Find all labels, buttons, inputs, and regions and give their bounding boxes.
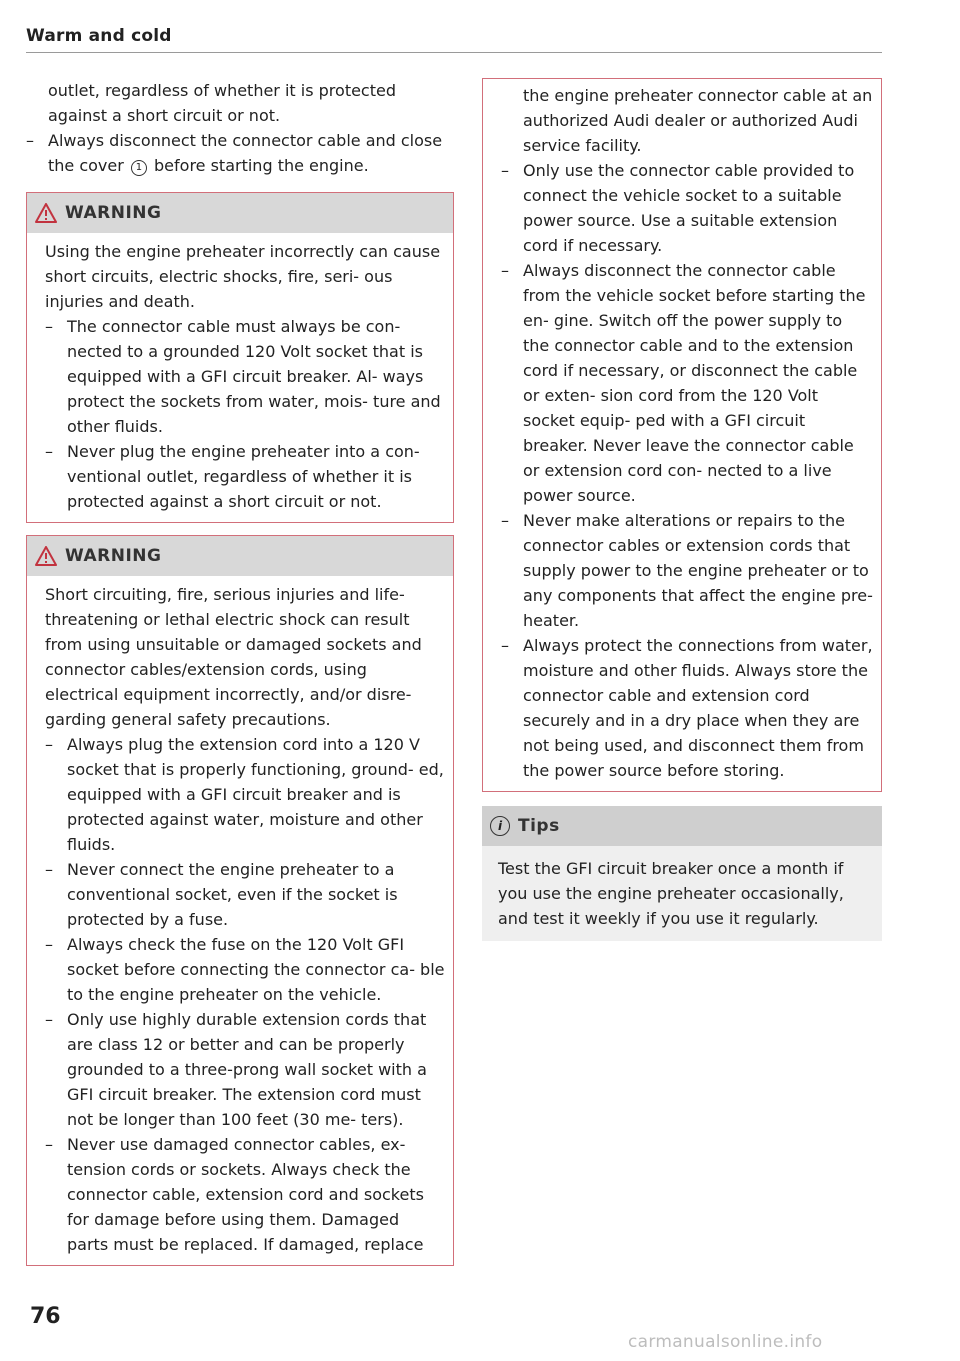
tips-box xyxy=(482,806,882,941)
list-item: – Never connect the engine preheater to a conventional socket, even if the socket is protected by a fuse. xyxy=(45,857,445,932)
cover-callout-icon: 1 xyxy=(131,160,147,176)
warning-box-2-continued xyxy=(482,78,882,792)
info-icon: i xyxy=(490,816,510,836)
warning-list xyxy=(45,314,445,514)
warning-box-1 xyxy=(26,192,454,523)
list-item: – Never make alterations or repairs to the connector cables or extension cords that supply power to the engine preheater or to any components that affect the engine pre- heater. xyxy=(501,508,873,633)
warning-paragraph: Using the engine preheater incorrectly can cause short circuits, electric shocks, fire, seri- ous injuries and death. xyxy=(45,242,441,311)
tips-text: Test the GFI circuit breaker once a month if you use the engine preheater occasionally, and test it weekly if you use it regularly. xyxy=(498,859,844,928)
warning-continuation: the engine preheater connector cable at an authorized Audi dealer or authorized Audi service facility. xyxy=(523,86,873,155)
tips-header xyxy=(482,806,882,846)
warning-list xyxy=(45,732,445,1257)
page-header xyxy=(26,26,882,53)
warning-body xyxy=(27,233,453,522)
section-title: Warm and cold xyxy=(26,26,172,46)
intro-item-text-after: before starting the engine. xyxy=(154,156,369,175)
list-item: – Only use highly durable extension cords that are class 12 or better and can be properly grounded to a three-prong wall socket with a GFI circuit breaker. The extension cord must not be longer than 100 feet (30 me- ters). xyxy=(45,1007,445,1132)
right-column xyxy=(482,78,882,941)
warning-header xyxy=(27,193,453,233)
tips-body xyxy=(482,846,882,941)
list-item: – Always check the fuse on the 120 Volt GFI socket before connecting the connector ca- ble to the engine preheater on the vehicle. xyxy=(45,932,445,1007)
left-column xyxy=(26,78,454,1266)
warning-paragraph: Short circuiting, fire, serious injuries and life- threatening or lethal electric shock can result from using unsuitable or damaged sockets and connector cables/extension cords, using electrical equipment incorrectly, and/or disre- garding general safety precautions. xyxy=(45,585,422,729)
warning-label: WARNING xyxy=(65,203,162,223)
warning-triangle-icon xyxy=(35,546,57,566)
page-number: 76 xyxy=(30,1304,61,1329)
warning-list xyxy=(501,158,873,783)
warning-body xyxy=(483,79,881,791)
list-item: – Only use the connector cable provided to connect the vehicle socket to a suitable power source. Use a suitable extension cord if necessary. xyxy=(501,158,873,258)
warning-body xyxy=(27,576,453,1265)
intro-continuation: outlet, regardless of whether it is protected against a short circuit or not. xyxy=(48,81,396,125)
list-item: – Always plug the extension cord into a 120 V socket that is properly functioning, ground- ed, equipped with a GFI circuit breaker and is protected against water, moisture and other fluids. xyxy=(45,732,445,857)
warning-label: WARNING xyxy=(65,546,162,566)
intro-list xyxy=(26,128,454,178)
list-item: – The connector cable must always be con- nected to a grounded 120 Volt socket that is equipped with a GFI circuit breaker. Al- ways protect the sockets from water, mois- ture and other fluids. xyxy=(45,314,445,439)
warning-triangle-icon xyxy=(35,203,57,223)
list-item: – Never use damaged connector cables, ex- tension cords or sockets. Always check the connector cable, extension cord and sockets for damage before using them. Damaged parts must be replaced. If damaged, replace xyxy=(45,1132,445,1257)
list-item: – Always protect the connections from water, moisture and other fluids. Always store the connector cable and extension cord securely and in a dry place when they are not being used, and disconnect them from the power source before storing. xyxy=(501,633,873,783)
watermark: carmanualsonline.info xyxy=(628,1332,823,1352)
list-item: – Always disconnect the connector cable from the vehicle socket before starting the en- gine. Switch off the power supply to the connector cable and to the extension cord if necessary, or disconnect the cable or exten- sion cord from the 120 Volt socket equip- ped with a GFI circuit breaker. Never leave the connector cable or extension cord con- nected to a live power source. xyxy=(501,258,873,508)
intro-item-text-before: Always disconnect the connector cable and close the cover xyxy=(48,131,443,175)
tips-label: Tips xyxy=(518,816,560,836)
list-item: – Never plug the engine preheater into a con- ventional outlet, regardless of whether it is protected against a short circuit or not. xyxy=(45,439,445,514)
warning-header xyxy=(27,536,453,576)
list-item xyxy=(26,128,454,178)
warning-box-2 xyxy=(26,535,454,1266)
